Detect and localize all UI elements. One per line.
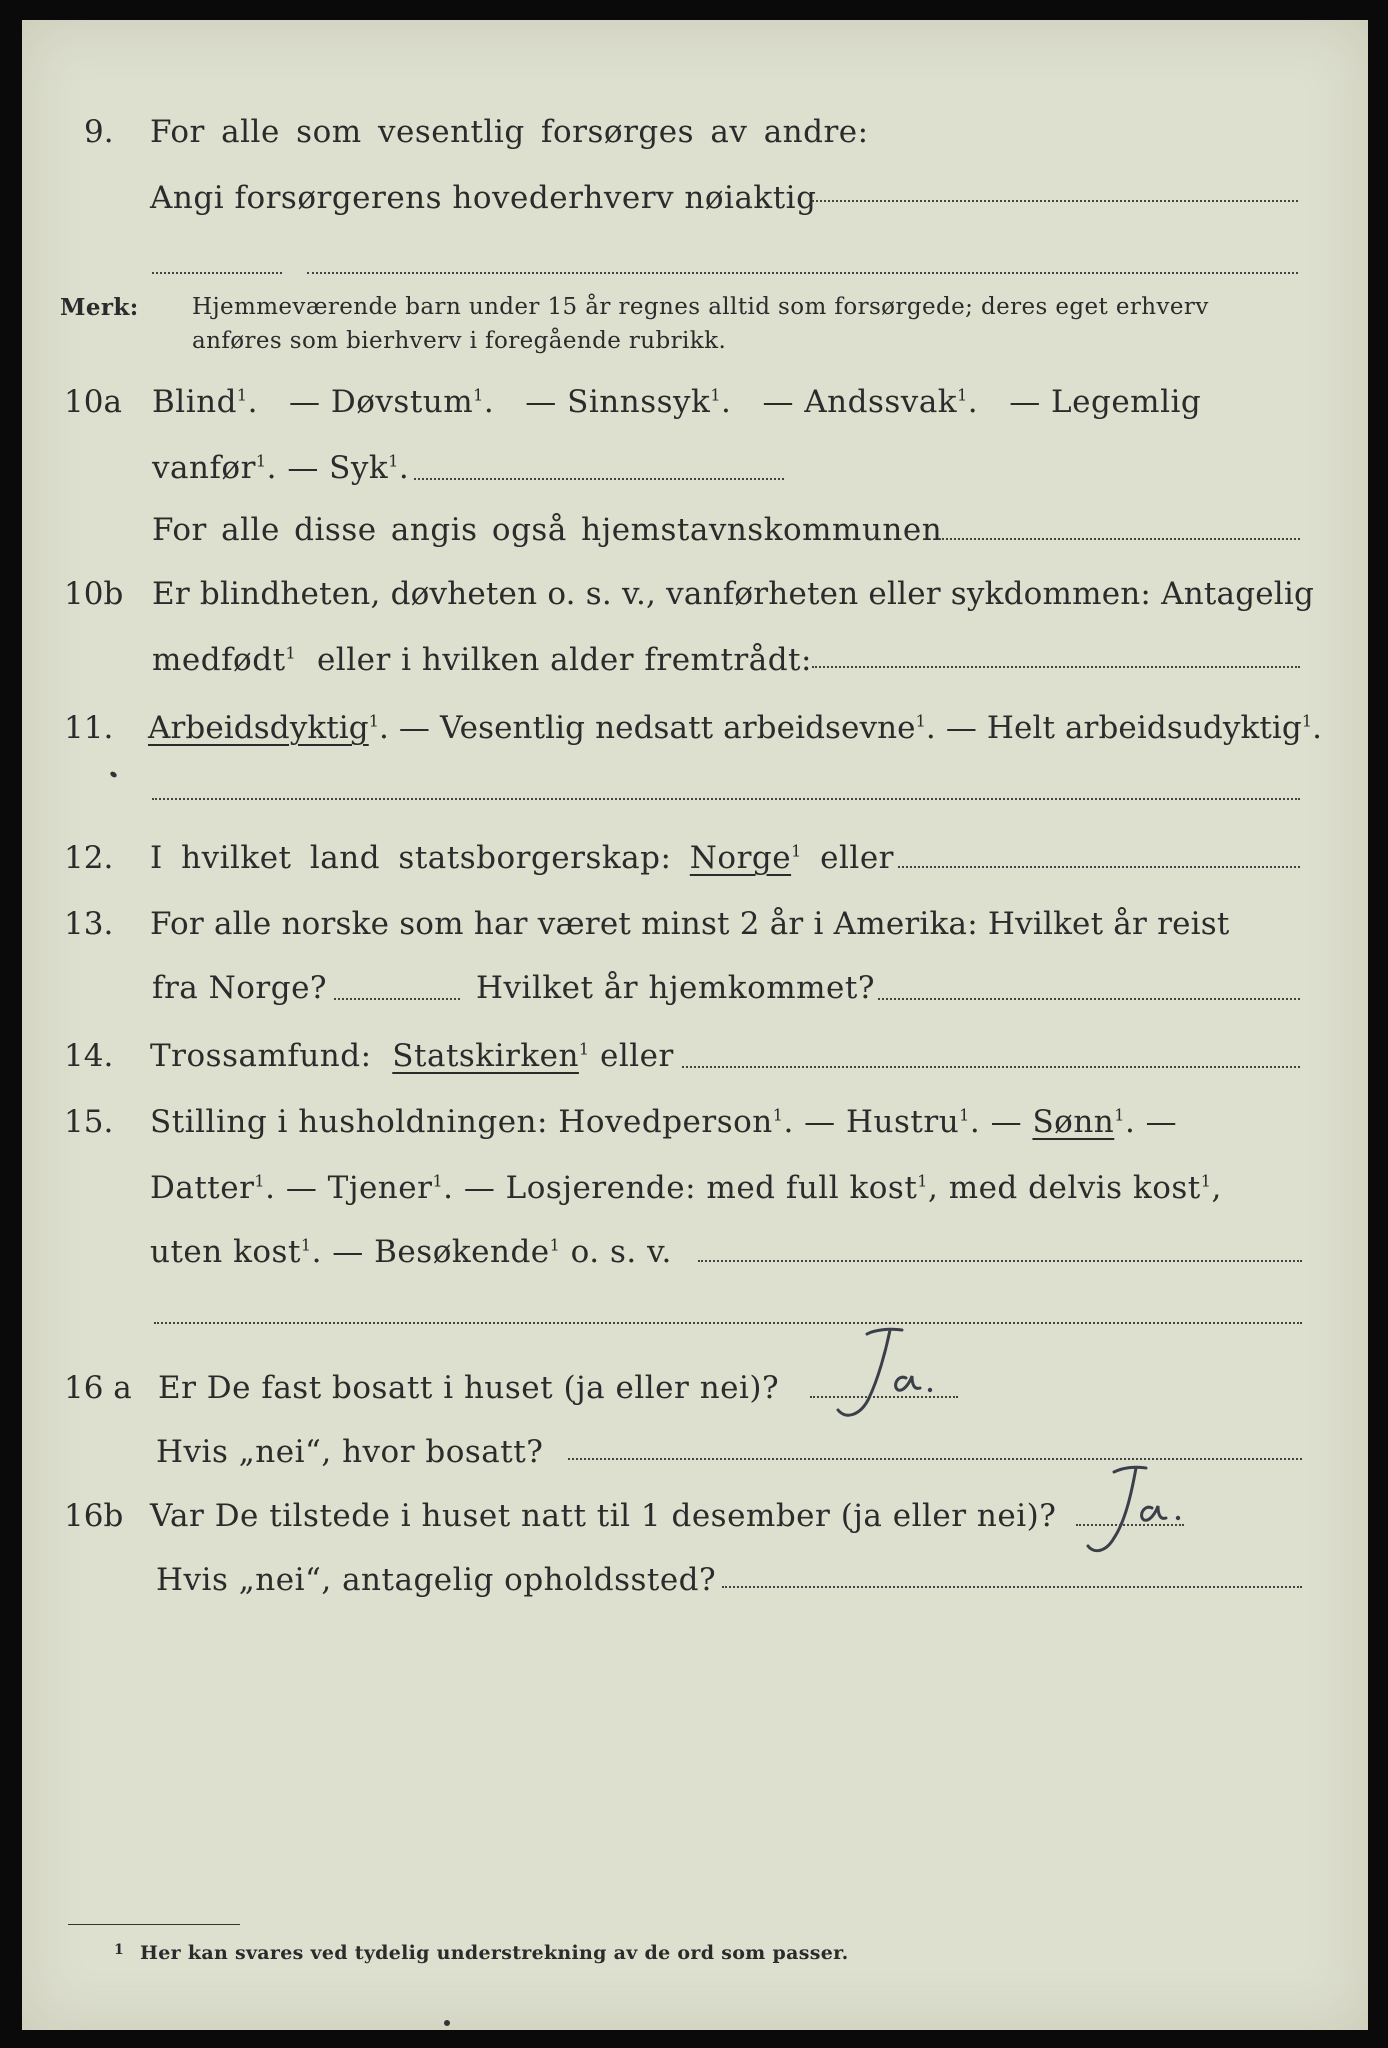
q15-line3: uten kost$^1$. — Besøkende$^1$ o. s. v. xyxy=(150,1234,672,1270)
footnote-text: Her kan svares ved tydelig understrekning av de ord som passer. xyxy=(140,1942,849,1964)
option-norge-underlined: Norge xyxy=(689,840,792,876)
item-number-11: 11. xyxy=(64,710,114,746)
q11-extra-field[interactable] xyxy=(152,798,1300,800)
merk-label: Merk: xyxy=(60,294,139,321)
merk-line1: Hjemmeværende barn under 15 år regnes alltid som forsørgede; deres eget erhverv xyxy=(192,294,1209,320)
q12-land-field[interactable] xyxy=(898,866,1300,868)
item-number-15: 15. xyxy=(64,1104,114,1140)
q13-part2: Hvilket år hjemkommet? xyxy=(476,970,875,1006)
q13-reist-field[interactable] xyxy=(334,998,460,1000)
q14-trossamfund-field[interactable] xyxy=(682,1066,1300,1068)
q16b-handwritten-answer xyxy=(1064,1458,1204,1568)
option-blind: Blind xyxy=(152,384,237,420)
q15-extra-field[interactable] xyxy=(154,1322,1302,1324)
q10b-alder-field[interactable] xyxy=(812,666,1300,668)
q16a-line1: Er De fast bosatt i huset (ja eller nei)? xyxy=(158,1370,780,1406)
q15-line2: Datter$^1$. — Tjener$^1$. — Losjerende: med full kost$^1$, med delvis kost$^1$, xyxy=(150,1170,1222,1206)
option-medfodt: medfødt xyxy=(152,642,286,678)
q16a-handwritten-answer xyxy=(812,1320,952,1430)
q9-extra-field-1[interactable] xyxy=(152,272,282,274)
q10a-hjemstavn-field[interactable] xyxy=(938,538,1300,540)
q9-answer-field[interactable] xyxy=(812,200,1298,202)
q12-line: I hvilket land statsborgerskap: Norge$^1$ eller xyxy=(150,840,894,876)
q16a-line2: Hvis „nei“, hvor bosatt? xyxy=(156,1434,544,1470)
q16b-opholdssted-field[interactable] xyxy=(722,1586,1302,1588)
footnote-marker: 1 xyxy=(114,1942,125,1958)
q9-line2: Angi forsørgerens hovederhverv nøiaktig xyxy=(150,180,817,216)
q16b-line2: Hvis „nei“, antagelig opholdssted? xyxy=(156,1562,717,1598)
q9-line1: For alle som vesentlig forsørges av andre: xyxy=(150,114,869,150)
merk-line2: anføres som bierhverv i foregående rubrikk. xyxy=(192,328,727,354)
item-number-16b: 16b xyxy=(64,1498,124,1534)
item-number-14: 14. xyxy=(64,1038,114,1074)
q10b-line2: medfødt$^1$ eller i hvilken alder fremtrådt: xyxy=(152,642,812,678)
item-number-12: 12. xyxy=(64,840,114,876)
option-statskirken-underlined: Statskirken xyxy=(392,1038,579,1074)
option-sonn-underlined: Sønn xyxy=(1032,1104,1115,1140)
q11-line1: Arbeidsdyktig$^1$. — Vesentlig nedsatt arbeidsevne$^1$. — Helt arbeidsudyktig$^1$. xyxy=(148,710,1323,746)
item-number-16a: 16 a xyxy=(64,1370,132,1406)
q9-extra-field-2[interactable] xyxy=(307,272,1298,274)
census-form-page xyxy=(22,20,1368,2030)
q15-line1: Stilling i husholdningen: Hovedperson$^1$. — Hustru$^1$. — Sønn$^1$. — xyxy=(150,1104,1178,1140)
q10a-line1: Blind$^1$. — Døvstum$^1$. — Sinnssyk$^1$. — Andssvak$^1$. — Legemlig xyxy=(152,384,1202,420)
item-number-9: 9. xyxy=(84,114,114,150)
paper-speck xyxy=(109,770,118,778)
q13-line1: For alle norske som har været minst 2 år i Amerika: Hvilket år reist xyxy=(150,906,1230,942)
option-legemlig: — Legemlig xyxy=(1009,384,1202,420)
q13-part1: fra Norge? xyxy=(152,970,328,1006)
option-syk: — Syk xyxy=(287,450,389,486)
option-dovstum: — Døvstum xyxy=(289,384,474,420)
q10a-line3: For alle disse angis også hjemstavnskommunen xyxy=(152,512,943,548)
option-sinnssyk: — Sinnssyk xyxy=(525,384,711,420)
q14-line: Trossamfund: Statskirken$^1$ eller xyxy=(150,1038,674,1074)
q16b-line1: Var De tilstede i huset natt til 1 desember (ja eller nei)? xyxy=(150,1498,1057,1534)
q10b-line1: Er blindheten, døvheten o. s. v., vanførheten eller sykdommen: Antagelig xyxy=(152,576,1315,612)
q10a-syk-field[interactable] xyxy=(414,478,784,480)
option-vanfor: vanfør xyxy=(152,450,256,486)
item-number-13: 13. xyxy=(64,906,114,942)
q13-hjemkommet-field[interactable] xyxy=(878,998,1300,1000)
footnote-rule xyxy=(68,1924,240,1925)
item-number-10a: 10a xyxy=(64,384,122,420)
paper-speck xyxy=(444,2020,450,2026)
option-arbeidsdyktig-underlined: Arbeidsdyktig xyxy=(148,710,369,746)
q15-stilling-field[interactable] xyxy=(698,1260,1302,1262)
item-number-10b: 10b xyxy=(64,576,124,612)
q10a-line2: vanfør$^1$. — Syk$^1$. xyxy=(152,450,410,486)
option-andssvak: — Andssvak xyxy=(762,384,958,420)
